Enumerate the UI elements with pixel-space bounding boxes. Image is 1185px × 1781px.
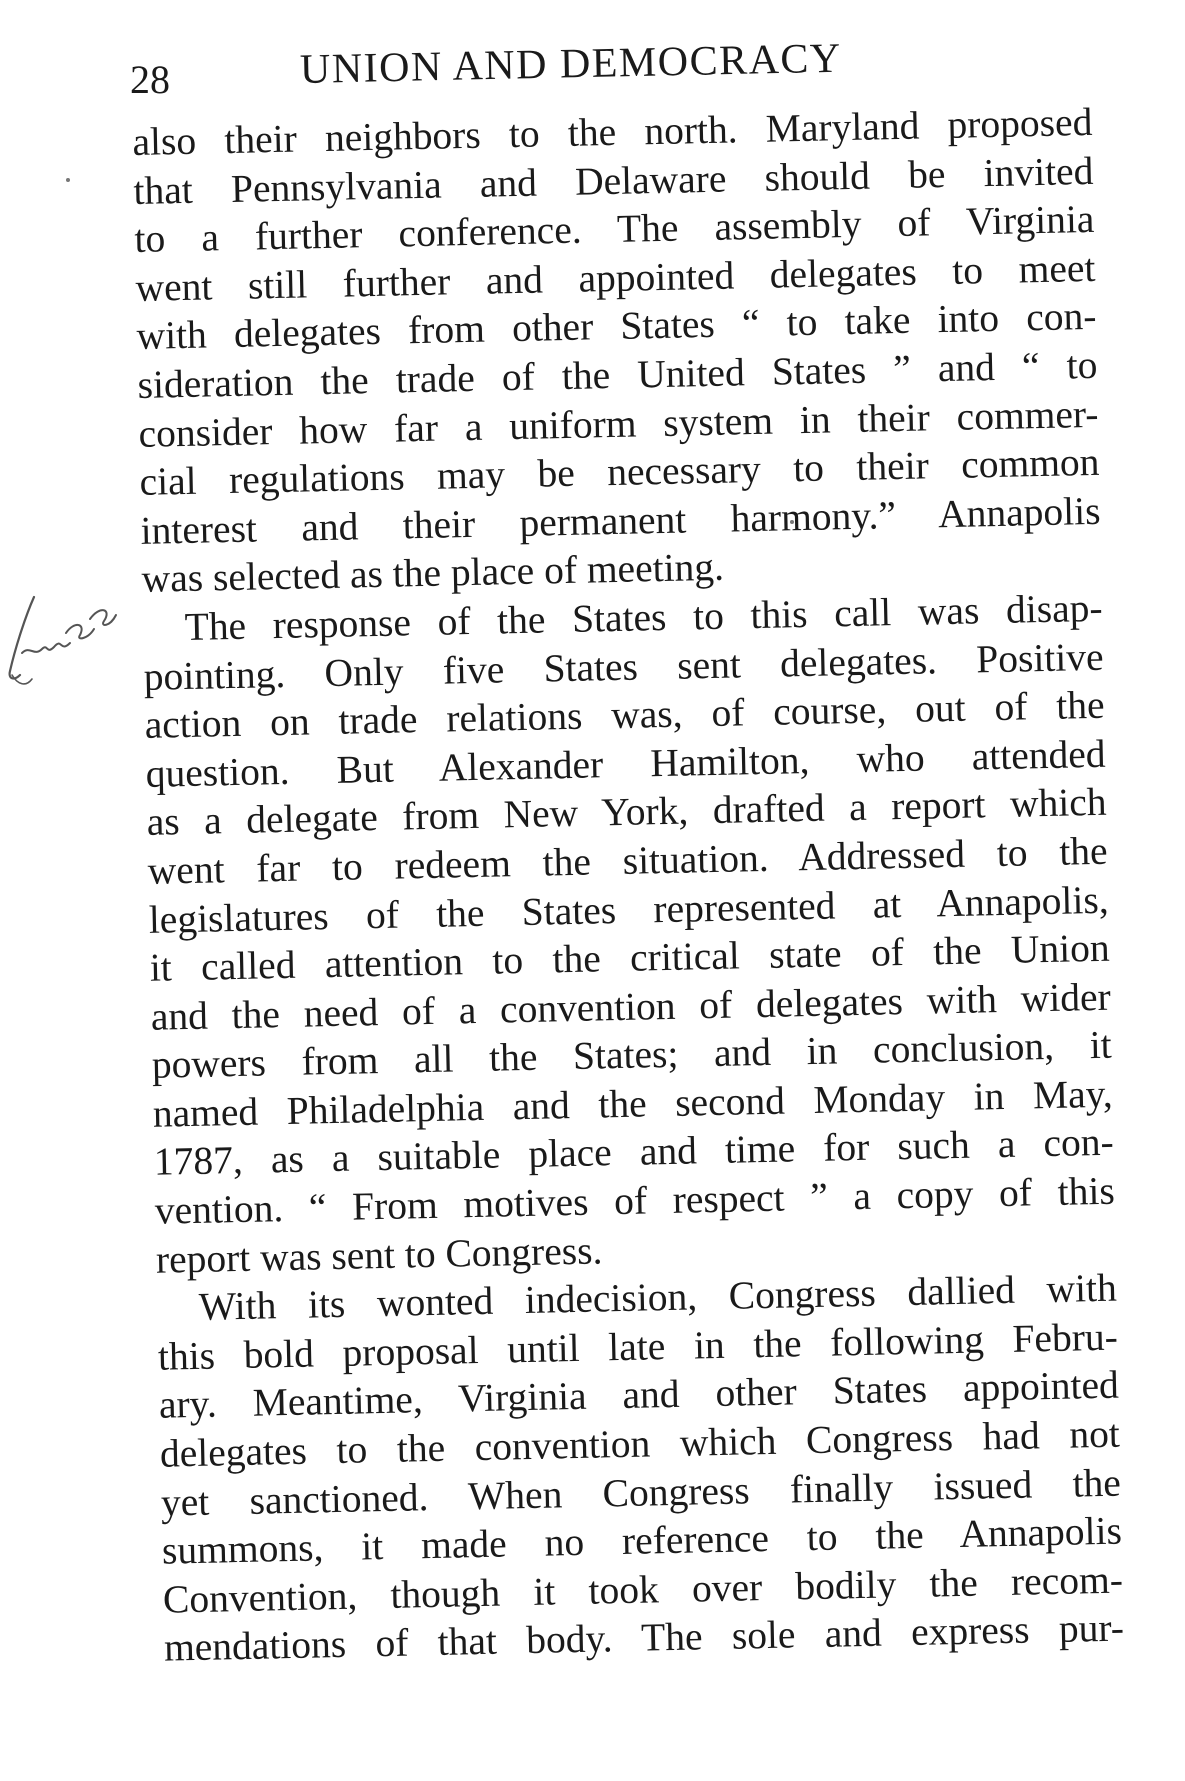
stray-dot [66,178,70,182]
text-line: report was sent to Congress. [155,1228,603,1282]
page-number: 28 [130,57,170,102]
handwritten-margin-note [4,575,144,695]
text-line: action on trade relations was, of course, out of the [144,682,1105,747]
text-line: powers from all the States; and in conclusion, it [151,1022,1113,1088]
text-line: Convention, though it took over bodily the recom- [162,1557,1124,1622]
text-line: The response of the States to this call was disap- [184,585,1103,649]
text-line: was selected as the place of meeting. [141,545,725,602]
text-line: as a delegate from New York, drafted a report which [146,780,1108,845]
paragraph [132,98,1102,604]
text-line: it called attention to the critical state of the Union [149,925,1111,990]
paragraph [142,584,1116,1284]
text-line: this bold proposal until late in the following Febru- [157,1314,1119,1379]
text-line: question. But Alexander Hamilton, who attended [145,731,1106,796]
text-line: delegates to the convention which Congress had not [159,1411,1121,1476]
body-text [132,98,1124,1673]
text-line: with delegates from other States “ to take into con- [136,294,1097,359]
text-line: mendations of that body. The sole and express pur- [163,1605,1125,1671]
text-line: summons, it made no reference to the Annapolis [161,1508,1123,1573]
text-line: legislatures of the States represented at Annapolis, [148,877,1110,942]
text-line: went still further and appointed delegates to meet [135,245,1096,310]
text-line: 1787, as a suitable place and time for such a con- [153,1120,1115,1185]
text-line: that Pennsylvania and Delaware should be invited [133,148,1094,213]
text-line: also their neighbors to the north. Maryland proposed [132,99,1093,164]
text-line: pointing. Only five States sent delegates. Positive [143,634,1104,699]
text-line: consider how far a uniform system in their commer- [138,391,1099,456]
paragraph [156,1264,1124,1673]
text-line: and the need of a convention of delegates with wider [150,974,1112,1039]
text-line: named Philadelphia and the second Monday in May, [152,1071,1114,1136]
text-line: cial regulations may be necessary to their common [139,439,1100,505]
text-line: vention. “ From motives of respect ” a copy of this [154,1168,1116,1233]
running-head: UNION AND DEMOCRACY [299,35,843,93]
text-line: yet sanctioned. When Congress finally issued the [160,1460,1122,1525]
page-header [130,35,1050,102]
text-line: ary. Meantime, Virginia and other States appointed [158,1363,1120,1428]
text-line: to a further conference. The assembly of Virginia [134,197,1095,262]
text-line: With its wonted indecision, Congress dallied with [198,1265,1118,1330]
text-line: sideration the trade of the United States ” and “ to [137,342,1098,407]
text-line: went far to redeem the situation. Addressed to the [147,828,1109,893]
text-line: interest and their permanent harmony.” Annapolis [140,488,1101,553]
